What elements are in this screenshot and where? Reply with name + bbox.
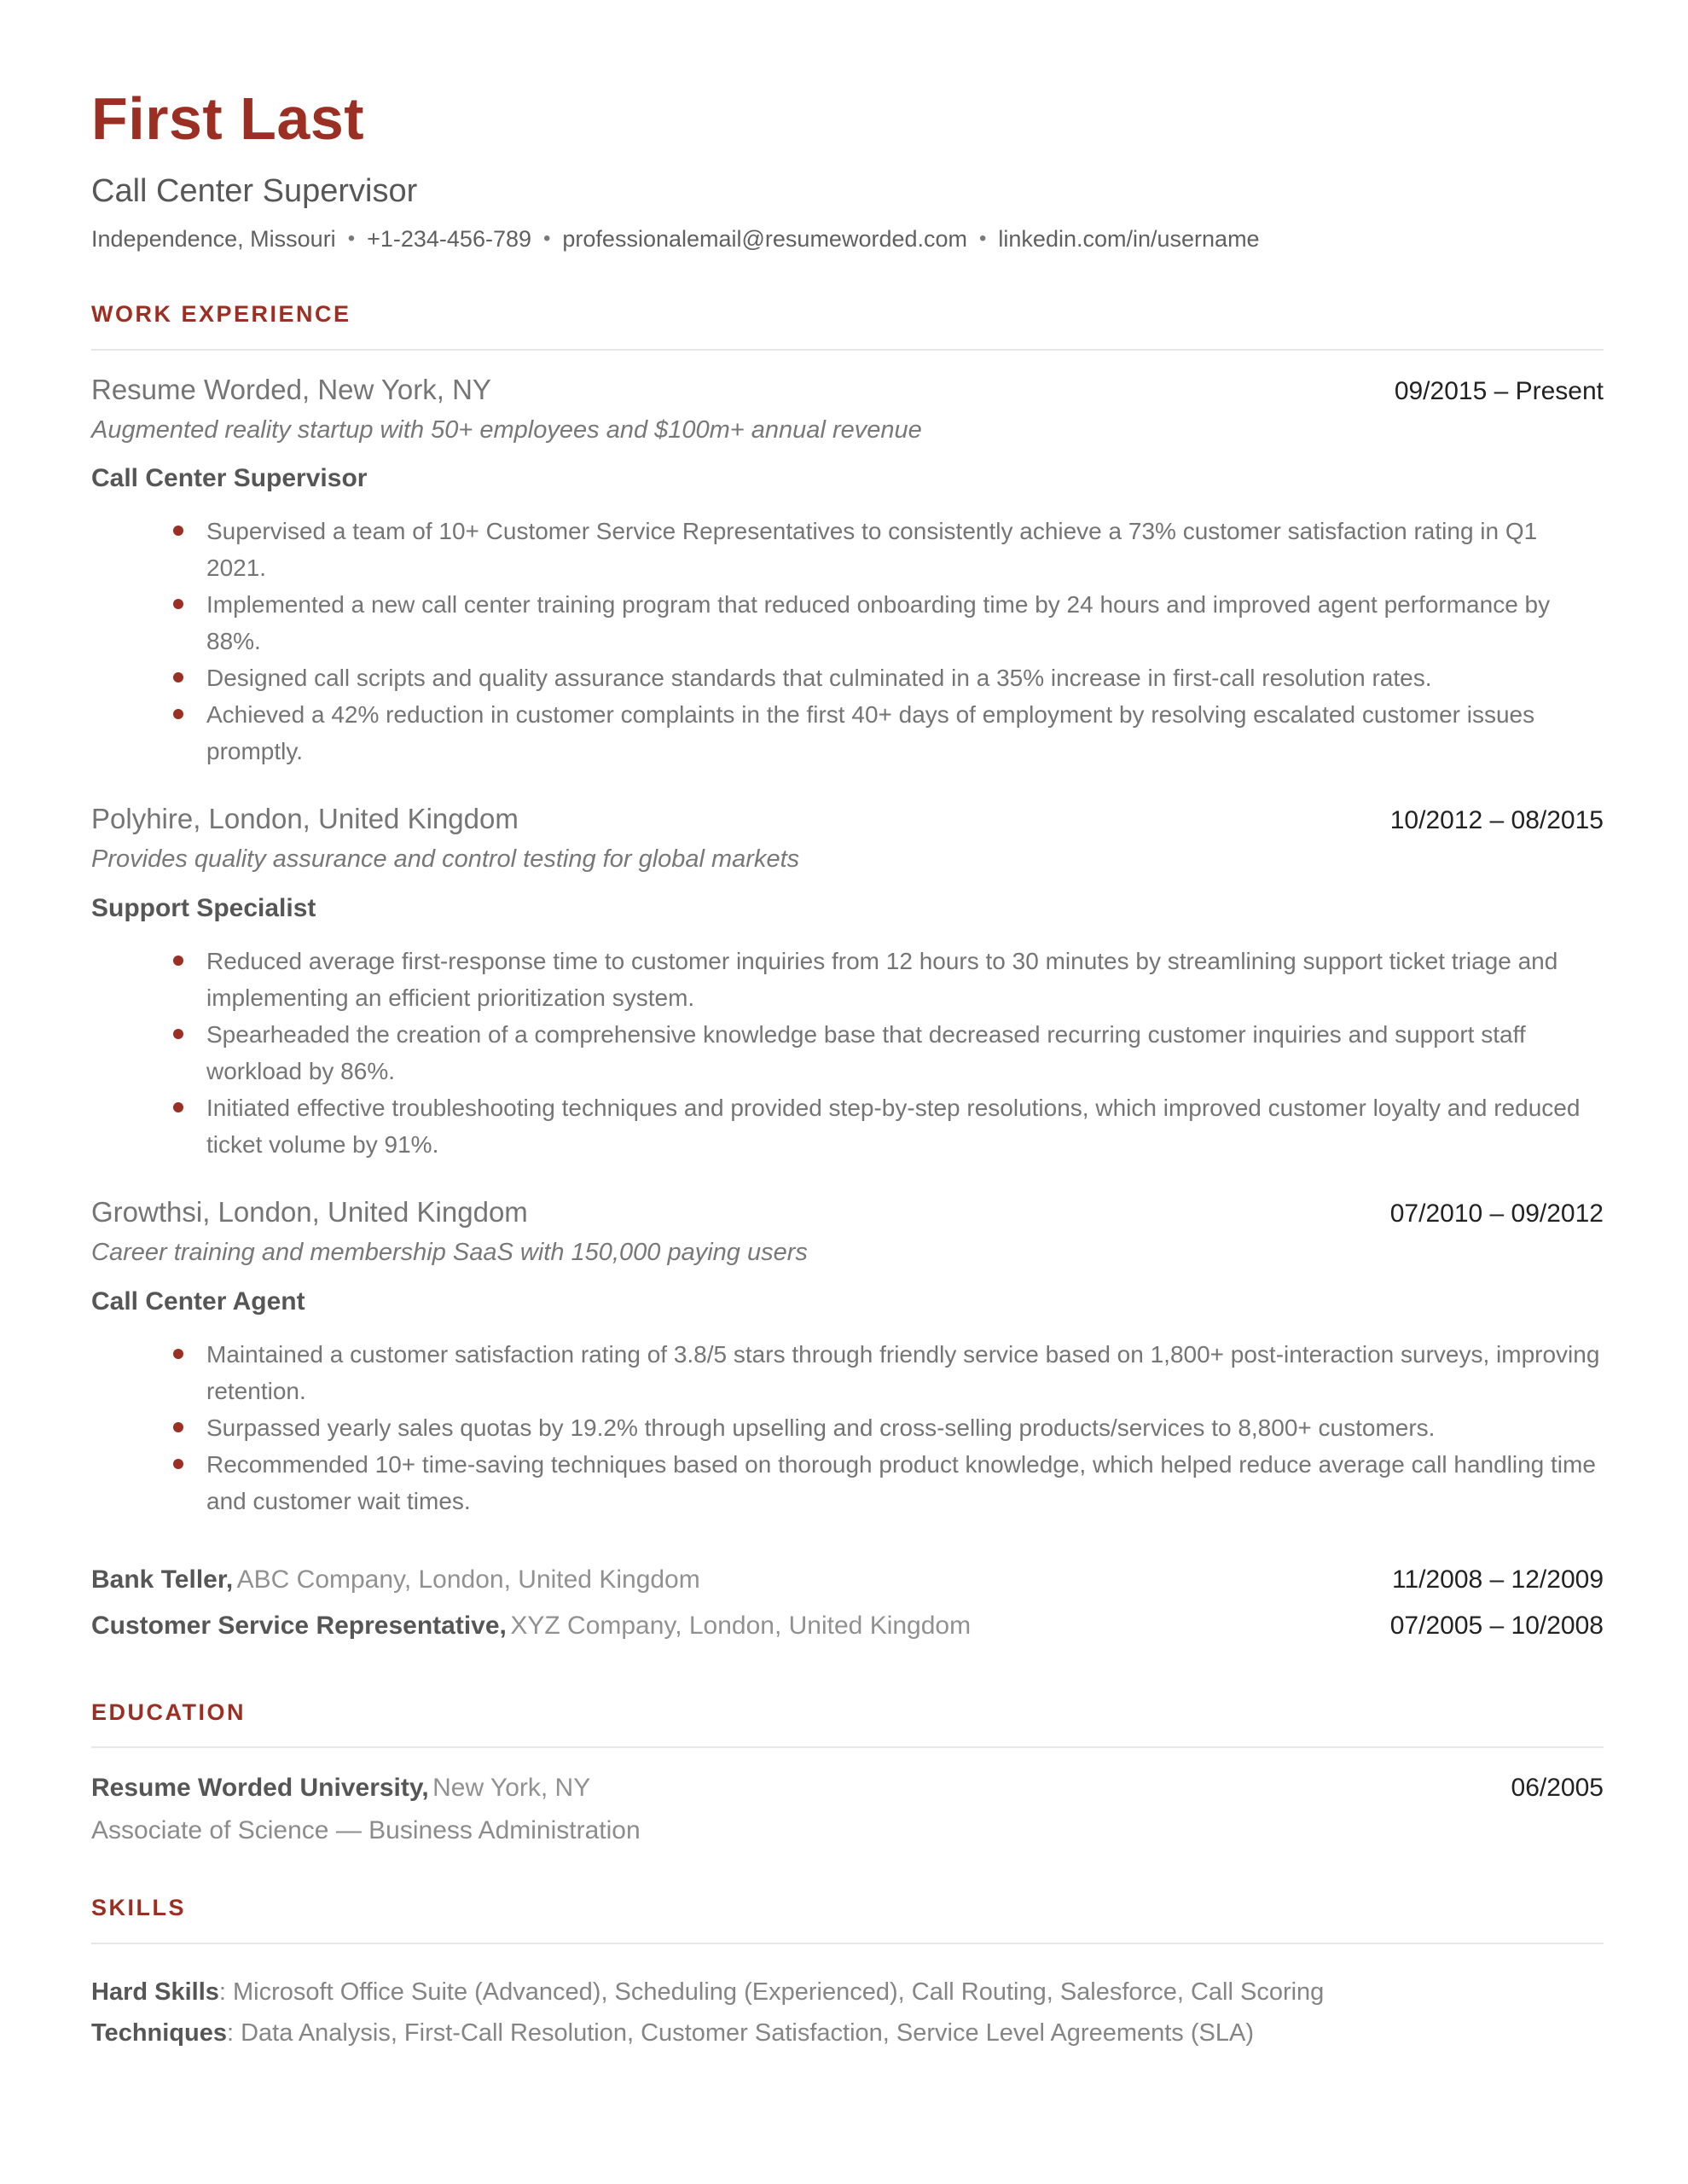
work-experience-heading: WORK EXPERIENCE [91,301,351,328]
bullet-item: Spearheaded the creation of a comprehensive knowledge base that decreased recurring customer inquiries and support staff workload by 86%. [91,1016,1604,1089]
education-entry [91,1772,1604,1804]
bullet-item: Recommended 10+ time-saving techniques based on thorough product knowledge, which helped reduce average call handling time and customer wait times. [91,1446,1604,1519]
skills-list [91,1972,1604,2053]
bullet-list [91,513,1604,770]
section-divider [91,1943,1604,1944]
job-dates: 09/2015 – Present [1394,376,1604,405]
contact-linkedin: linkedin.com/in/username [998,225,1260,252]
job-role: Support Specialist [91,894,316,923]
bullet-item: Achieved a 42% reduction in customer complaints in the first 40+ days of employment by resolving escalated customer issues promptly. [91,696,1604,770]
bullet-item: Implemented a new call center training program that reduced onboarding time by 24 hours and improved agent performance by 88%. [91,586,1604,659]
job-role: Call Center Agent [91,1287,305,1316]
job-header [91,1195,1604,1229]
job-resume-worded [91,373,1604,770]
contact-line [91,225,1604,253]
company-name: Resume Worded, New York, NY [91,373,491,405]
skills-heading: SKILLS [91,1895,187,1921]
contact-separator: • [979,226,987,250]
job-polyhire [91,802,1604,1163]
company-tagline: Provides quality assurance and control testing for global markets [91,845,800,874]
contact-separator: • [543,226,551,250]
school-location: New York, NY [432,1774,591,1803]
candidate-name: First Last [91,85,365,152]
company-tagline: Career training and membership SaaS with 150,000 paying users [91,1239,808,1267]
section-divider [91,349,1604,351]
skills-category-label: Techniques [91,2018,227,2047]
bullet-item: Reduced average first-response time to customer inquiries from 12 hours to 30 minutes by streamlining support ticket triage and implementing an efficient prioritization system. [91,943,1604,1016]
education-dates: 06/2005 [1511,1774,1604,1803]
bullet-list [91,1336,1604,1519]
skills-category-values: : Microsoft Office Suite (Advanced), Scheduling (Experienced), Call Routing, Salesforce, Call Scoring [218,1978,1325,2006]
earlier-roles [91,1559,1604,1651]
short-role-dates: 07/2005 – 10/2008 [1389,1611,1604,1640]
education-school-line [91,1772,590,1804]
skills-line-techniques [91,2013,1604,2053]
short-role-company: ABC Company, London, United Kingdom [236,1565,700,1594]
skills-line-hard-skills [91,1972,1604,2013]
bullet-list [91,943,1604,1163]
bullet-item: Designed call scripts and quality assurance standards that culminated in a 35% increase in first-call resolution rates. [91,659,1604,696]
bullet-item: Surpassed yearly sales quotas by 19.2% through upselling and cross-selling products/services to 8,800+ customers. [91,1409,1604,1446]
job-role: Call Center Supervisor [91,464,368,493]
job-header [91,802,1604,836]
contact-location: Independence, Missouri [91,225,336,252]
bullet-item: Supervised a team of 10+ Customer Service Representatives to consistently achieve a 73% customer satisfaction rating in Q1 2021. [91,513,1604,586]
section-divider [91,1746,1604,1748]
contact-separator: • [347,226,356,250]
short-role-dates: 11/2008 – 12/2009 [1391,1565,1604,1594]
job-header [91,373,1604,407]
skills-category-values: : Data Analysis, First-Call Resolution, Customer Satisfaction, Service Level Agreements (SLA) [227,2018,1254,2047]
short-role-text [91,1605,971,1651]
job-growthsi [91,1195,1604,1519]
short-role-bank-teller [91,1559,1604,1605]
company-name: Polyhire, London, United Kingdom [91,803,519,835]
company-tagline: Augmented reality startup with 50+ employees and $100m+ annual revenue [91,415,922,444]
company-name: Growthsi, London, United Kingdom [91,1196,528,1228]
short-role-company: XYZ Company, London, United Kingdom [510,1611,972,1640]
education-heading: EDUCATION [91,1699,246,1725]
contact-email: professionalemail@resumeworded.com [562,225,968,252]
job-dates: 07/2010 – 09/2012 [1389,1199,1604,1228]
skills-category-label: Hard Skills [91,1978,219,2006]
bullet-item: Maintained a customer satisfaction rating of 3.8/5 stars through friendly service based on 1,800+ post-interaction surveys, improving retention. [91,1336,1604,1409]
short-role-title: Customer Service Representative, [91,1611,507,1640]
short-role-customer-service-rep [91,1605,1604,1651]
contact-phone: +1-234-456-789 [367,225,531,252]
job-dates: 10/2012 – 08/2015 [1389,806,1604,835]
bullet-item: Initiated effective troubleshooting techniques and provided step-by-step resolutions, which improved customer loyalty and reduced ticket volume by 91%. [91,1089,1604,1163]
candidate-job-title: Call Center Supervisor [91,173,418,209]
short-role-text [91,1559,700,1605]
short-role-title: Bank Teller, [91,1565,234,1594]
school-name: Resume Worded University, [91,1774,429,1803]
degree-line: Associate of Science — Business Administration [91,1815,641,1844]
